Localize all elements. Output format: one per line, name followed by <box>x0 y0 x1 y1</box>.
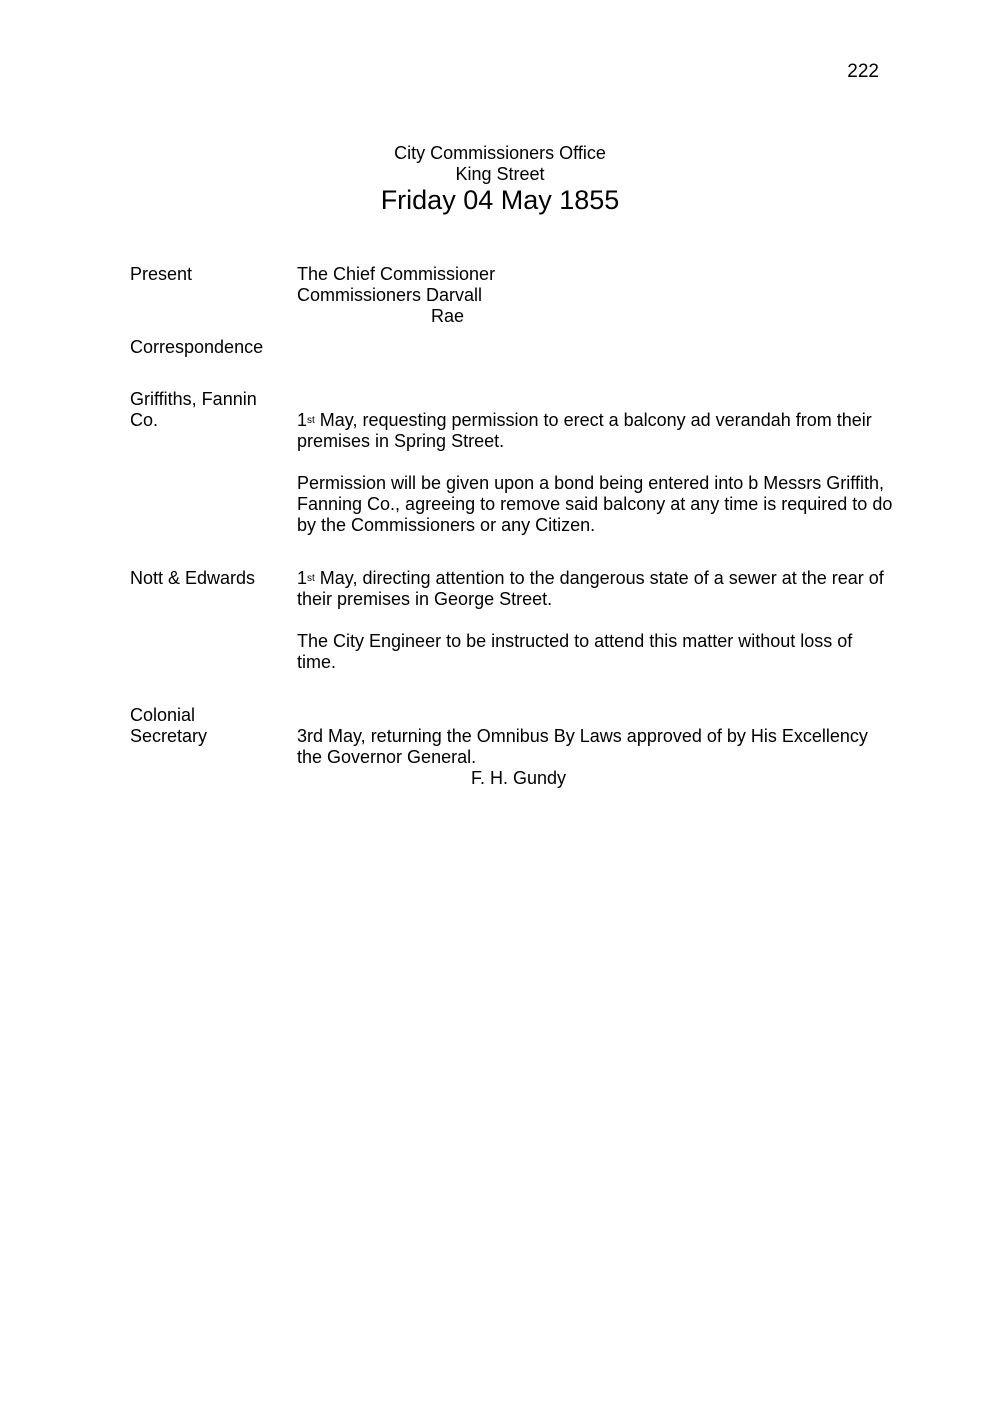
correspondent-name: Griffiths, Fannin <box>130 389 257 409</box>
meeting-date: Friday 04 May 1855 <box>380 185 620 215</box>
letter-line <box>297 410 872 431</box>
letter-text: May, requesting permission to erect a balcony ad verandah from their <box>314 410 872 430</box>
present-line: The Chief Commissioner <box>297 264 496 284</box>
signature: F. H. Gundy <box>471 768 567 788</box>
letter-line <box>297 568 884 589</box>
present-label: Present <box>130 264 193 284</box>
letter-line: their premises in George Street. <box>297 589 553 609</box>
resolution-line: by the Commissioners or any Citizen. <box>297 515 596 535</box>
correspondent-name: Colonial <box>130 705 196 725</box>
present-line: Rae <box>431 306 465 326</box>
correspondent-name: Co. <box>130 410 159 430</box>
letter-day-suffix: st <box>307 573 315 584</box>
resolution-line: Permission will be given upon a bond being entered into b Messrs Griffith, <box>297 473 884 493</box>
letter-day-suffix: st <box>307 415 315 426</box>
resolution-line: The City Engineer to be instructed to attend this matter without loss of <box>297 631 853 651</box>
street-name: King Street <box>455 164 545 184</box>
letter-day: 1 <box>297 568 308 588</box>
letter-text: May, directing attention to the dangerous state of a sewer at the rear of <box>314 568 884 588</box>
letter-line: the Governor General. <box>297 747 477 767</box>
page-number: 222 <box>847 61 879 82</box>
present-line: Commissioners Darvall <box>297 285 483 305</box>
correspondent-name: Nott & Edwards <box>130 568 256 588</box>
resolution-line: Fanning Co., agreeing to remove said balcony at any time is required to do <box>297 494 893 514</box>
letter-line: 3rd May, returning the Omnibus By Laws approved of by His Excellency <box>297 726 868 746</box>
correspondent-name: Secretary <box>130 726 208 746</box>
letter-day: 1 <box>297 410 308 430</box>
correspondence-label: Correspondence <box>130 337 264 357</box>
resolution-line: time. <box>297 652 337 672</box>
letter-line: premises in Spring Street. <box>297 431 505 451</box>
office-name: City Commissioners Office <box>394 143 606 163</box>
